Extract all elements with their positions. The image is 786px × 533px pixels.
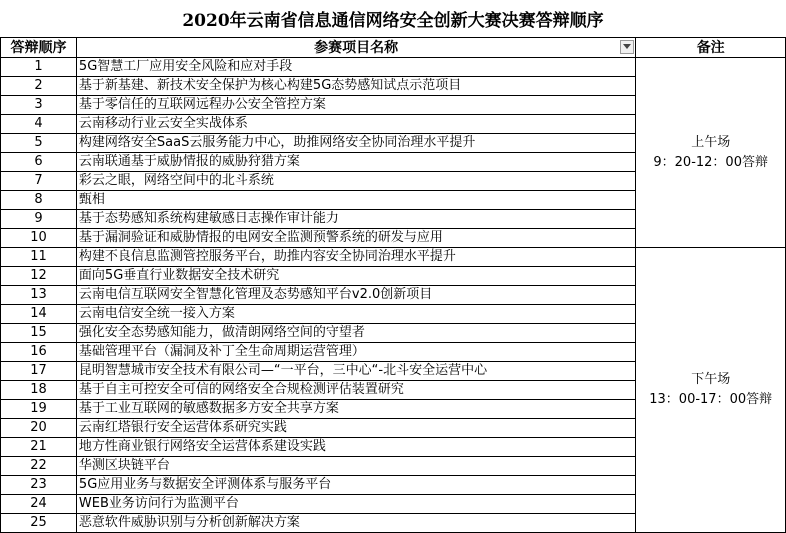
order-number: 23 [1,476,77,495]
order-number: 17 [1,362,77,381]
header-order: 答辩顺序 [1,38,77,58]
order-number: 24 [1,495,77,514]
project-name: 基于零信任的互联网远程办公安全管控方案 [76,96,635,115]
project-name: 基于自主可控安全可信的网络安全合规检测评估装置研究 [76,381,635,400]
header-project [76,38,635,58]
order-number: 19 [1,400,77,419]
project-name: 面向5G垂直行业数据安全技术研究 [76,267,635,286]
project-name: 恶意软件威胁识别与分析创新解决方案 [76,514,635,533]
project-name: 基于工业互联网的敏感数据多方安全共享方案 [76,400,635,419]
order-number: 10 [1,229,77,248]
project-name: 云南移动行业云安全实战体系 [76,115,635,134]
order-number: 8 [1,191,77,210]
session-note-morning [636,58,786,248]
project-name: 基础管理平台（漏洞及补丁全生命周期运营管理） [76,343,635,362]
project-name: 构建网络安全SaaS云服务能力中心，助推网络安全协同治理水平提升 [76,134,635,153]
project-name: 甄相 [76,191,635,210]
order-number: 4 [1,115,77,134]
project-name: 地方性商业银行网络安全运营体系建设实践 [76,438,635,457]
project-name: 基于新基建、新技术安全保护为核心构建5G态势感知试点示范项目 [76,77,635,96]
project-name: 5G应用业务与数据安全评测体系与服务平台 [76,476,635,495]
project-name: 构建不良信息监测管控服务平台，助推内容安全协同治理水平提升 [76,248,635,267]
order-number: 15 [1,324,77,343]
project-name: 5G智慧工厂应用安全风险和应对手段 [76,58,635,77]
order-number: 21 [1,438,77,457]
order-number: 13 [1,286,77,305]
order-number: 9 [1,210,77,229]
header-note: 备注 [636,38,786,58]
project-name: 基于漏洞验证和威胁情报的电网安全监测预警系统的研发与应用 [76,229,635,248]
schedule-table [0,37,786,533]
project-name: 昆明智慧城市安全技术有限公司—“一平台，三中心“-北斗安全运营中心 [76,362,635,381]
session-time: 9：20-12：00答辩 [653,154,768,170]
order-number: 11 [1,248,77,267]
header-project-label: 参赛项目名称 [314,39,399,56]
project-name: 彩云之眼，网络空间中的北斗系统 [76,172,635,191]
project-name: 云南电信互联网安全智慧化管理及态势感知平台v2.0创新项目 [76,286,635,305]
order-number: 18 [1,381,77,400]
order-number: 6 [1,153,77,172]
order-number: 22 [1,457,77,476]
dropdown-filter-icon[interactable] [620,40,634,54]
project-name: 云南红塔银行安全运营体系研究实践 [76,419,635,438]
order-number: 2 [1,77,77,96]
order-number: 25 [1,514,77,533]
project-name: WEB业务访问行为监测平台 [76,495,635,514]
project-name: 基于态势感知系统构建敏感日志操作审计能力 [76,210,635,229]
order-number: 3 [1,96,77,115]
order-number: 14 [1,305,77,324]
project-name: 华测区块链平台 [76,457,635,476]
session-label: 上午场 [691,134,731,150]
order-number: 12 [1,267,77,286]
order-number: 16 [1,343,77,362]
project-name: 强化安全态势感知能力，做清朗网络空间的守望者 [76,324,635,343]
sheet-title: 2020年云南省信息通信网络安全创新大赛决赛答辩顺序 [182,10,604,31]
session-time: 13：00-17：00答辩 [649,392,773,407]
table-row [1,58,786,77]
table-row [1,248,786,267]
header-row [1,38,786,58]
order-number: 7 [1,172,77,191]
session-note-afternoon [636,248,786,533]
order-number: 20 [1,419,77,438]
order-number: 1 [1,58,77,77]
order-number: 5 [1,134,77,153]
project-name: 云南联通基于威胁情报的威胁狩猎方案 [76,153,635,172]
session-label: 下午场 [691,372,731,387]
project-name: 云南电信安全统一接入方案 [76,305,635,324]
